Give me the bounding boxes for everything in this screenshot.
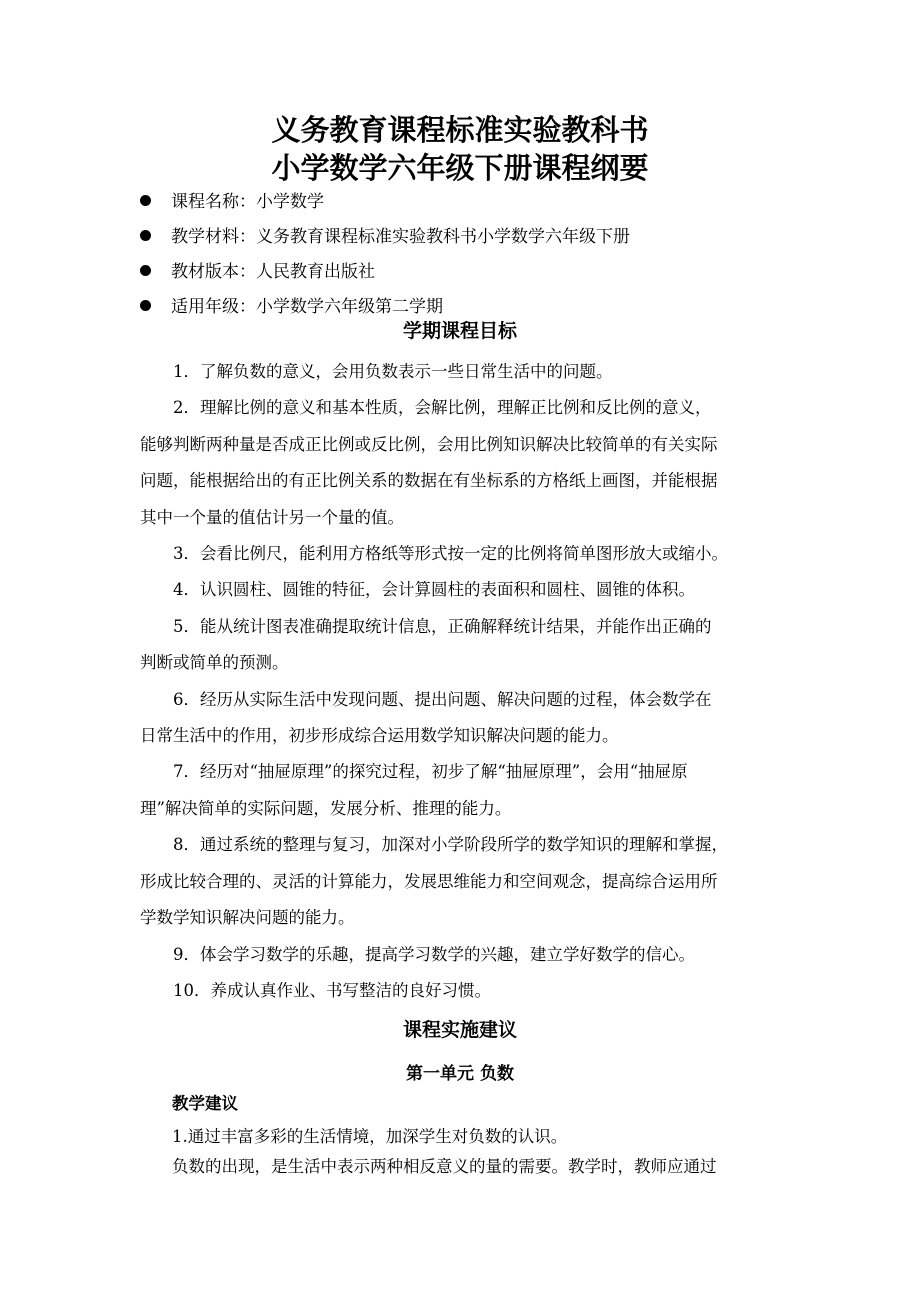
goal-line: 理”解决简单的实际问题，发展分析、推理的能力。 [140, 798, 512, 818]
goal-line: 能够判断两种量是否成正比例或反比例，会用比例知识解决比较简单的有关实际 [140, 434, 718, 454]
goal-item [140, 536, 784, 572]
goal-item [140, 973, 784, 1009]
unit-title: 第一单元 负数 [406, 1064, 514, 1084]
goal-line: 6．经历从实际生活中发现问题、提出问题、解决问题的过程，体会数学在 [173, 689, 712, 709]
goal-line: 3．会看比例尺，能利用方格纸等形式按一定的比例将简单图形放大或缩小。 [173, 544, 728, 564]
goal-item [140, 572, 784, 608]
goal-line: 7．经历对“抽屉原理”的探究过程，初步了解“抽屉原理”，会用“抽屉原 [173, 762, 688, 782]
goal-line: 形成比较合理的、灵活的计算能力，发展思维能力和空间观念，提高综合运用所 [140, 871, 718, 891]
course-info-item: 教材版本：人民教育出版社 [140, 260, 630, 295]
goal-item [140, 354, 784, 390]
goal-line: 2．理解比例的意义和基本性质，会解比例，理解正比例和反比例的意义， [173, 398, 712, 418]
goal-line: 学数学知识解决问题的能力。 [140, 908, 355, 928]
goals-section-title: 学期课程目标 [402, 320, 517, 342]
course-info-item: 适用年级：小学数学六年级第二学期 [140, 295, 630, 330]
goals-list [140, 354, 784, 1009]
goal-line: 5．能从统计图表准确提取统计信息，正确解释统计结果，并能作出正确的 [173, 616, 712, 636]
bullet-icon [140, 265, 151, 276]
goal-line: 9．体会学习数学的乐趣，提高学习数学的兴趣，建立学好数学的信心。 [173, 944, 695, 964]
goal-item [140, 827, 784, 936]
bullet-icon [140, 230, 151, 241]
course-info-list [140, 190, 630, 330]
goal-item [140, 390, 784, 536]
goal-line: 8．通过系统的整理与复习，加深对小学阶段所学的数学知识的理解和掌握， [173, 835, 728, 855]
goal-item [140, 754, 784, 827]
goal-item [140, 937, 784, 973]
teaching-suggestions-heading: 教学建议 [172, 1094, 238, 1113]
goal-line: 10．养成认真作业、书写整洁的良好习惯。 [173, 980, 491, 1000]
goal-line: 问题，能根据给出的有正比例关系的数据在有坐标系的方格纸上画图，并能根据 [140, 471, 718, 491]
course-info-item: 教学材料：义务教育课程标准实验教科书小学数学六年级下册 [140, 225, 630, 260]
goal-line: 4．认识圆柱、圆锥的特征，会计算圆柱的表面积和圆柱、圆锥的体积。 [173, 580, 695, 600]
bullet-icon [140, 195, 151, 206]
goal-line: 其中一个量的值估计另一个量的值。 [140, 507, 404, 527]
suggestion-paragraph: 1.通过丰富多彩的生活情境，加深学生对负数的认识。 [172, 1127, 568, 1146]
goal-line: 日常生活中的作用，初步形成综合运用数学知识解决问题的能力。 [140, 726, 619, 746]
document-title-line-2: 小学数学六年级下册课程纲要 [271, 151, 649, 185]
goal-item [140, 609, 784, 682]
goal-item [140, 682, 784, 755]
goal-line: 判断或简单的预测。 [140, 653, 289, 673]
suggestion-paragraph: 负数的出现，是生活中表示两种相反意义的量的需要。教学时，教师应通过 [172, 1157, 717, 1176]
bullet-icon [140, 300, 151, 311]
implementation-section-title: 课程实施建议 [402, 1019, 517, 1041]
course-info-item: 课程名称：小学数学 [140, 190, 630, 225]
goal-line: 1．了解负数的意义，会用负数表示一些日常生活中的问题。 [173, 362, 613, 381]
document-title-line-1: 义务教育课程标准实验教科书 [271, 113, 649, 147]
